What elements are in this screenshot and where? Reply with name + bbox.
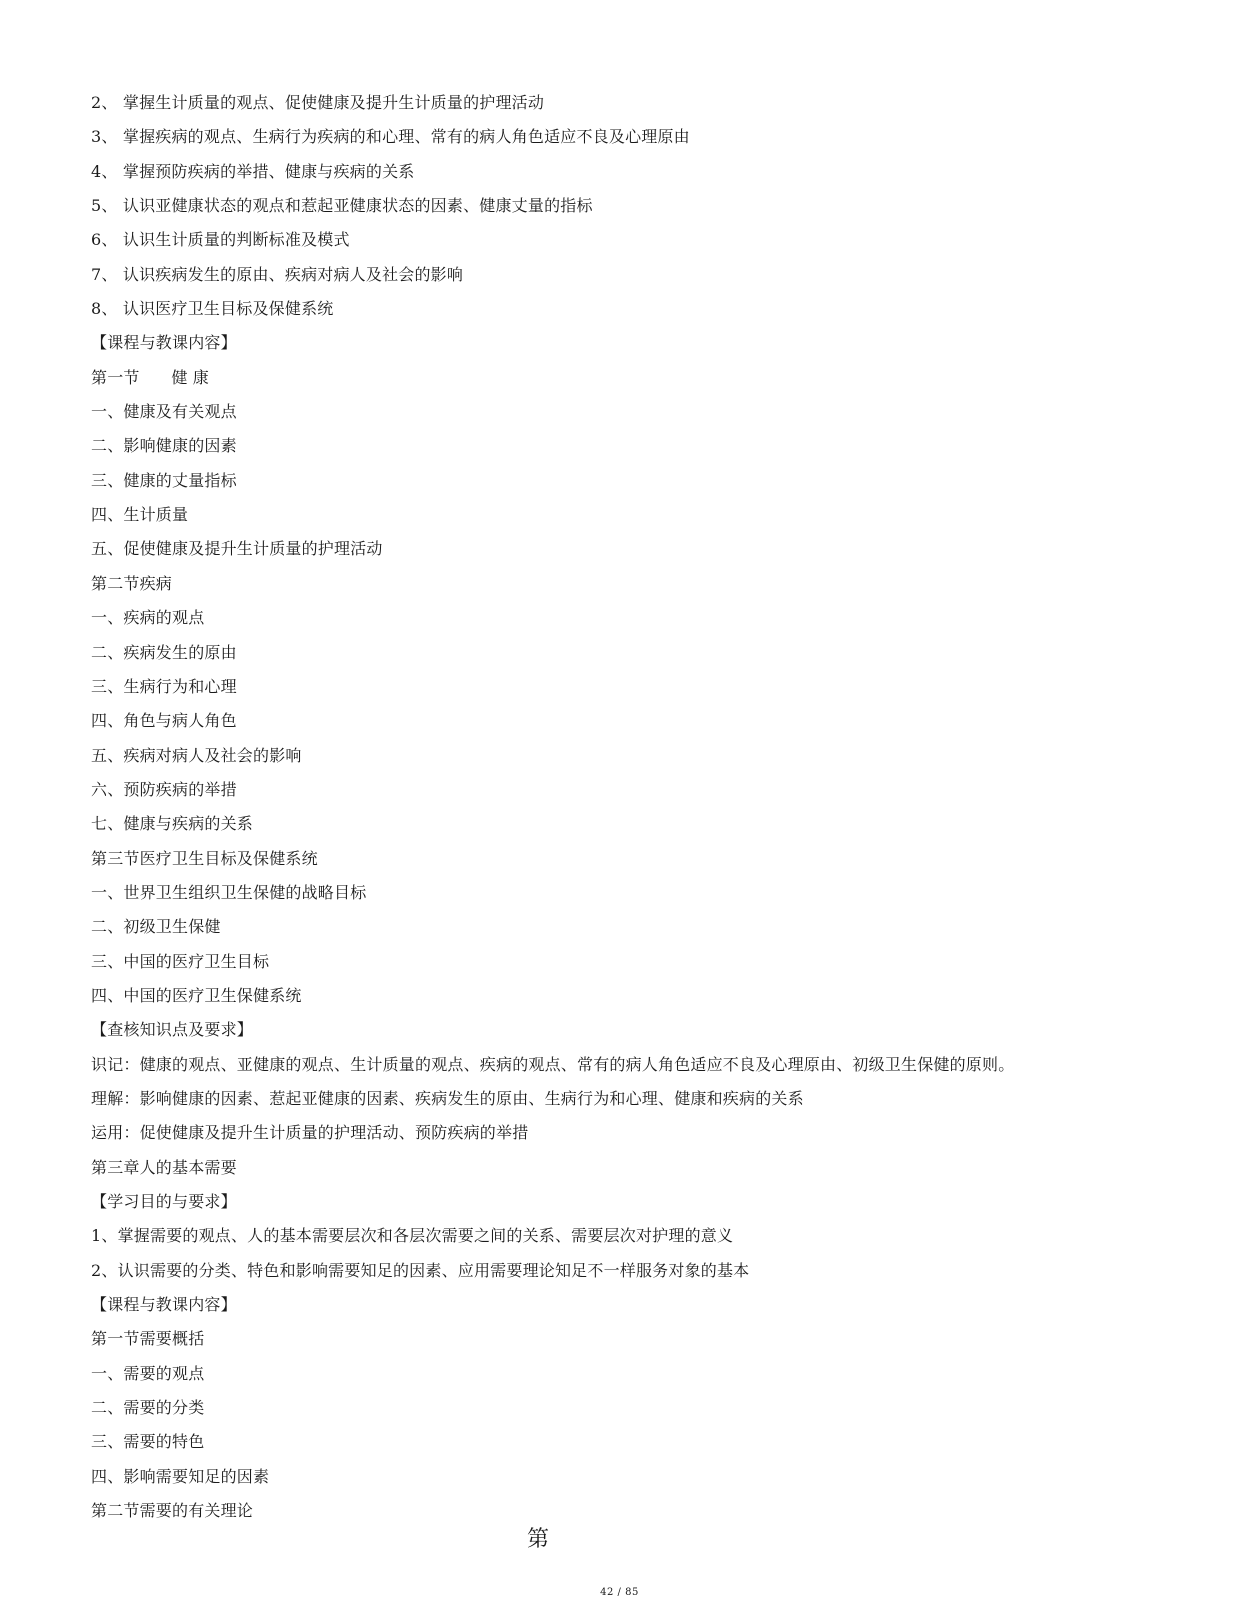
text-line: 2、认识需要的分类、特色和影响需要知足的因素、应用需要理论知足不一样服务对象的基本: [91, 1260, 750, 1280]
text-line: 四、角色与病人角色: [91, 711, 237, 731]
document-body: [91, 86, 1211, 1528]
text-line: 五、疾病对病人及社会的影响: [91, 745, 302, 765]
text-line: 二、初级卫生保健: [91, 917, 221, 937]
text-line: 三、健康的丈量指标: [91, 470, 237, 490]
text-line: 二、疾病发生的原由: [91, 642, 237, 662]
section-heading: 第一节 健 康: [91, 367, 210, 387]
text-line: 运用：促使健康及提升生计质量的护理活动、预防疾病的举措: [91, 1123, 529, 1143]
text-line: 7、 认识疾病发生的原由、疾病对病人及社会的影响: [91, 264, 464, 284]
text-line: 四、中国的医疗卫生保健系统: [91, 985, 302, 1005]
text-line: 三、生病行为和心理: [91, 676, 237, 696]
section-heading: 第一节需要概括: [91, 1329, 205, 1349]
page-number: 42 / 85: [600, 1587, 639, 1598]
text-line: 七、健康与疾病的关系: [91, 814, 254, 834]
section-heading: 第二节疾病: [91, 573, 173, 593]
text-line: 2、 掌握生计质量的观点、促使健康及提升生计质量的护理活动: [91, 93, 545, 112]
text-line: 8、 认识医疗卫生目标及保健系统: [91, 299, 334, 319]
text-line: 识记：健康的观点、亚健康的观点、生计质量的观点、疾病的观点、常有的病人角色适应不良及心理原由、初级卫生保健的原则。: [91, 1054, 1015, 1074]
text-line: 六、预防疾病的举措: [91, 779, 237, 799]
section-heading: 【课程与教课内容】: [91, 1295, 237, 1315]
text-line: 一、疾病的观点: [91, 608, 205, 628]
footer-character: 第: [527, 1527, 550, 1552]
text-line: 五、促使健康及提升生计质量的护理活动: [91, 539, 383, 559]
text-line: 3、 掌握疾病的观点、生病行为疾病的和心理、常有的病人角色适应不良及心理原由: [91, 127, 690, 147]
text-line: 4、 掌握预防疾病的举措、健康与疾病的关系: [91, 161, 415, 181]
text-line: 二、影响健康的因素: [91, 436, 237, 456]
text-line: 一、世界卫生组织卫生保健的战略目标: [91, 882, 367, 902]
text-line: 四、生计质量: [91, 505, 189, 525]
text-line: 1、掌握需要的观点、人的基本需要层次和各层次需要之间的关系、需要层次对护理的意义: [91, 1226, 734, 1246]
text-line: 四、影响需要知足的因素: [91, 1466, 270, 1486]
text-line: 一、需要的观点: [91, 1363, 205, 1383]
text-line: 6、 认识生计质量的判断标准及模式: [91, 230, 350, 250]
text-line: 三、需要的特色: [91, 1432, 205, 1452]
text-line: 5、 认识亚健康状态的观点和惹起亚健康状态的因素、健康丈量的指标: [91, 196, 593, 216]
section-heading: 【学习目的与要求】: [91, 1192, 237, 1211]
section-heading: 第二节需要的有关理论: [91, 1501, 254, 1521]
section-heading: 【查核知识点及要求】: [91, 1020, 254, 1040]
text-line: 三、中国的医疗卫生目标: [91, 951, 270, 971]
text-line: 理解：影响健康的因素、惹起亚健康的因素、疾病发生的原由、生病行为和心理、健康和疾病的关系: [91, 1088, 804, 1108]
section-heading: 【课程与教课内容】: [91, 333, 237, 353]
text-line: 一、健康及有关观点: [91, 402, 237, 422]
text-line: 二、需要的分类: [91, 1398, 205, 1418]
chapter-heading: 第三章人的基本需要: [91, 1157, 237, 1177]
section-heading: 第三节医疗卫生目标及保健系统: [91, 848, 318, 868]
